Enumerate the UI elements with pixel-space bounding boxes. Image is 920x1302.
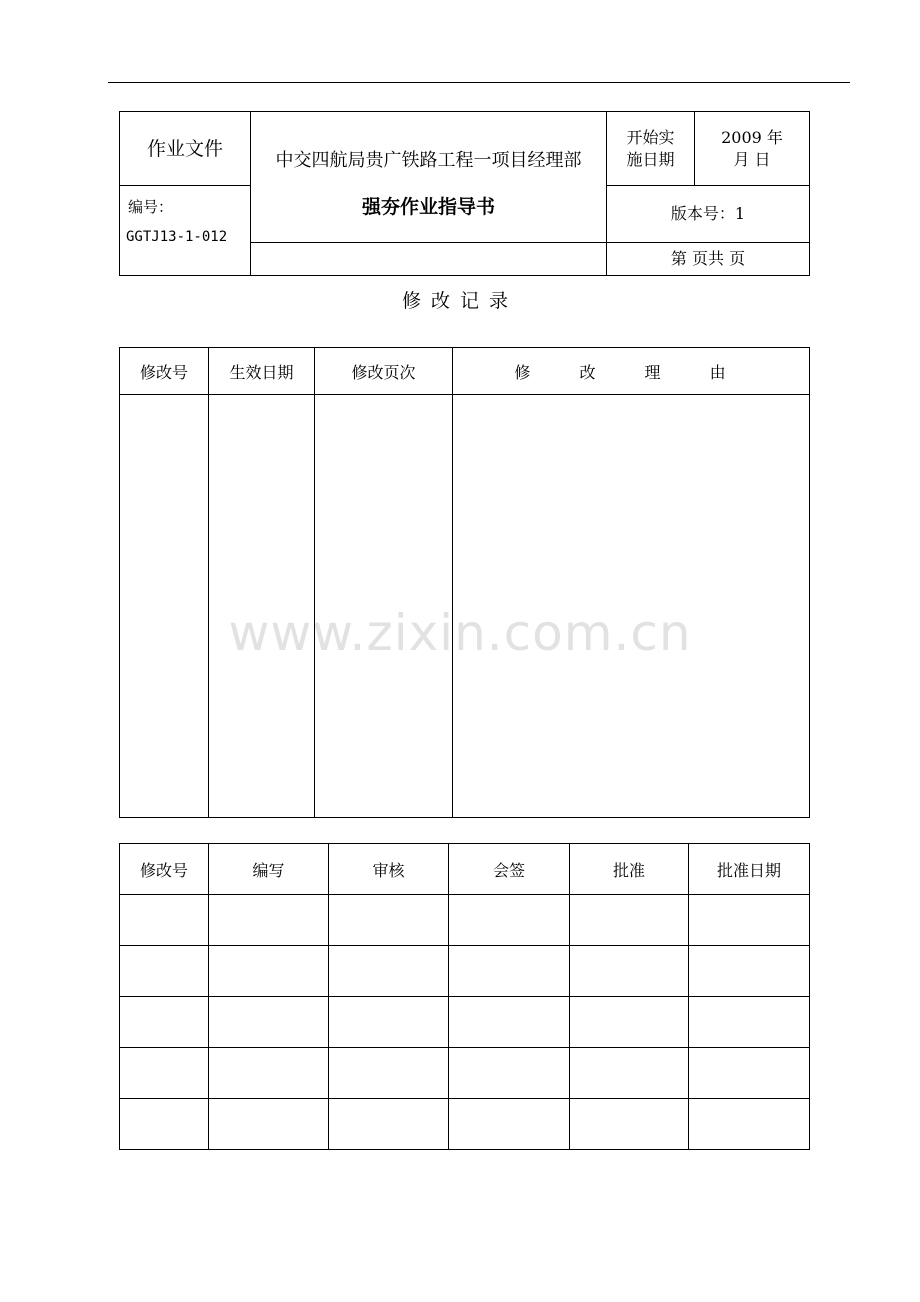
col-author: 编写 — [209, 844, 329, 895]
col-revision-no: 修改号 — [120, 348, 209, 395]
col-revision-reason: 修 改 理 由 — [453, 348, 810, 395]
col-effective-date: 生效日期 — [209, 348, 315, 395]
col-revision-no: 修改号 — [120, 844, 209, 895]
revision-cell — [315, 395, 453, 818]
header-rule — [108, 82, 850, 83]
col-countersign: 会签 — [449, 844, 570, 895]
page-count: 第 页共 页 — [607, 243, 810, 276]
table-row — [120, 895, 810, 946]
col-review: 审核 — [329, 844, 449, 895]
col-approve: 批准 — [570, 844, 689, 895]
code-label: 编号： — [128, 198, 174, 216]
table-row — [120, 1048, 810, 1099]
approval-table — [119, 843, 810, 1150]
revision-record-table — [119, 347, 810, 818]
table-row — [120, 1099, 810, 1150]
doc-code-cell — [120, 186, 251, 276]
version: 版本号：1 — [607, 186, 810, 243]
watermark: www.zixin.com.cn — [228, 604, 692, 662]
table-row — [120, 997, 810, 1048]
revision-cell — [209, 395, 315, 818]
doc-code: GGTJ13-1-012 — [126, 229, 228, 245]
organization: 中交四航局贵广铁路工程一项目经理部 — [275, 150, 582, 171]
col-approve-date: 批准日期 — [689, 844, 810, 895]
start-date-label: 开始实 施日期 — [607, 112, 695, 186]
document-header-table — [119, 111, 810, 276]
document-title: 强夯作业指导书 — [361, 196, 495, 218]
org-title-cell — [251, 112, 607, 243]
table-row — [120, 946, 810, 997]
revision-cell — [453, 395, 810, 818]
col-revised-pages: 修改页次 — [315, 348, 453, 395]
revision-cell — [120, 395, 209, 818]
doc-type: 作业文件 — [120, 112, 251, 186]
start-date-value: 2009 年 月 日 — [695, 112, 810, 186]
revision-record-title: 修改记录 — [401, 290, 518, 312]
